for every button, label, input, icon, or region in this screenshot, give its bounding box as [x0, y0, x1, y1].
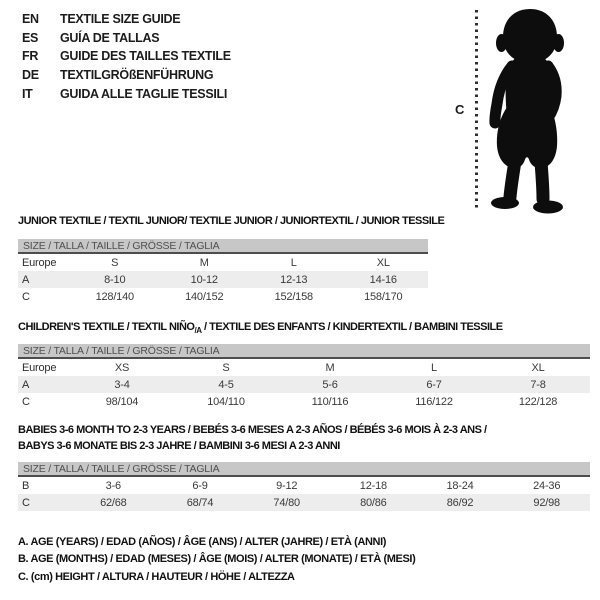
- babies-title-line1: BABIES 3-6 MONTH TO 2-3 YEARS / BEBÉS 3-6 MESES A 2-3 AÑOS / BÉBÉS 3-6 MOIS À 2-3 ANS /: [18, 424, 487, 436]
- value-cell: 92/98: [533, 496, 560, 509]
- language-label: GUIDE DES TAILLES TEXTILE: [60, 49, 231, 64]
- footnote-line: A. AGE (YEARS) / EDAD (AÑOS) / ÂGE (ANS) / ALTER (JAHRE) / ETÀ (ANNI): [18, 536, 386, 548]
- value-cell: 158/170: [364, 290, 403, 303]
- babies-size-table: [18, 462, 590, 511]
- value-cell: 104/110: [207, 395, 245, 408]
- value-cell: 6-7: [426, 378, 442, 391]
- language-row: [22, 84, 231, 103]
- junior-size-bar: SIZE / TALLA / TAILLE / GRÖSSE / TAGLIA: [18, 239, 428, 254]
- toddler-silhouette-image: [482, 6, 574, 214]
- value-cell: 74/80: [273, 496, 300, 509]
- junior-header-row: [18, 254, 428, 271]
- size-figure: [455, 4, 585, 216]
- height-dotted-line: [475, 10, 478, 208]
- children-section-title: [18, 321, 503, 335]
- footnote-line: B. AGE (MONTHS) / EDAD (MESES) / ÂGE (MOIS) / ALTER (MONATE) / ETÀ (MESI): [18, 553, 416, 566]
- language-code: ES: [22, 30, 39, 45]
- value-cell: 86/92: [446, 496, 474, 509]
- row-label-cell: C: [22, 290, 30, 303]
- value-cell: 7-8: [530, 378, 546, 391]
- value-cell: 98/104: [105, 395, 139, 408]
- value-cell: 14-16: [369, 273, 397, 286]
- junior-row-height: [18, 288, 428, 305]
- language-row: [22, 29, 231, 48]
- value-cell: 5-6: [322, 378, 338, 391]
- babies-section-title: [18, 422, 487, 454]
- children-size-bar: SIZE / TALLA / TAILLE / GRÖSSE / TAGLIA: [18, 344, 590, 359]
- value-cell: 152/158: [274, 290, 313, 303]
- children-size-table: [18, 344, 590, 410]
- row-label-cell: C: [22, 395, 30, 408]
- value-cell: 6-9: [192, 479, 208, 492]
- value-cell: 4-5: [218, 378, 234, 391]
- size-header-cell: L: [431, 361, 437, 374]
- language-row: [22, 47, 231, 66]
- row-label-cell: B: [22, 479, 30, 492]
- children-header-row: [18, 359, 590, 376]
- junior-size-table: [18, 239, 428, 305]
- junior-row-age: [18, 271, 428, 288]
- size-header-cell: S: [111, 256, 119, 269]
- size-header-cell: M: [199, 256, 209, 269]
- language-label: TEXTILGRÖßENFÜHRUNG: [60, 68, 214, 83]
- size-header-cell: XL: [376, 256, 390, 269]
- value-cell: 8-10: [104, 273, 126, 286]
- babies-row-age: [18, 477, 590, 494]
- value-cell: 3-4: [114, 378, 130, 391]
- language-list: [22, 10, 231, 103]
- value-cell: 10-12: [190, 273, 218, 286]
- value-cell: 9-12: [276, 479, 298, 492]
- children-row-height: [18, 393, 590, 410]
- region-header-cell: Europe: [22, 256, 57, 269]
- value-cell: 110/116: [311, 395, 349, 408]
- height-marker-label: C: [455, 102, 465, 117]
- size-header-cell: M: [325, 361, 335, 374]
- row-label-cell: A: [22, 273, 30, 286]
- language-label: GUIDA ALLE TAGLIE TESSILI: [60, 86, 228, 101]
- footnote-line: C. (cm) HEIGHT / ALTURA / HAUTEUR / HÖHE / ALTEZZA: [18, 570, 295, 583]
- language-row: [22, 66, 231, 85]
- babies-size-bar: SIZE / TALLA / TAILLE / GRÖSSE / TAGLIA: [18, 462, 590, 477]
- language-code: DE: [22, 68, 39, 83]
- children-row-age: [18, 376, 590, 393]
- value-cell: 62/68: [100, 496, 127, 509]
- value-cell: 128/140: [95, 290, 134, 303]
- value-cell: 12-13: [280, 273, 308, 286]
- row-label-cell: A: [22, 378, 30, 391]
- babies-row-height: [18, 494, 590, 511]
- language-code: EN: [22, 12, 39, 27]
- size-header-cell: XS: [114, 361, 130, 374]
- value-cell: 24-36: [533, 479, 561, 492]
- value-cell: 80/86: [360, 496, 387, 509]
- legend-footnotes: [18, 536, 415, 588]
- size-header-cell: XL: [531, 361, 545, 374]
- babies-title-line2: BABYS 3-6 MONATE BIS 2-3 JAHRE / BAMBINI 3-6 MESI A 2-3 ANNI: [18, 440, 340, 452]
- value-cell: 3-6: [105, 479, 121, 492]
- language-code: FR: [22, 49, 39, 64]
- children-title-sub: /A: [194, 326, 202, 336]
- language-label: TEXTILE SIZE GUIDE: [60, 12, 181, 27]
- value-cell: 116/122: [415, 395, 453, 408]
- size-header-cell: S: [222, 361, 230, 374]
- value-cell: 12-18: [359, 479, 387, 492]
- junior-section-title: JUNIOR TEXTILE / TEXTIL JUNIOR/ TEXTILE JUNIOR / JUNIORTEXTIL / JUNIOR TESSILE: [18, 215, 445, 227]
- language-row: [22, 10, 231, 29]
- value-cell: 122/128: [518, 395, 558, 408]
- language-code: IT: [22, 86, 33, 101]
- children-title-post: / TEXTILE DES ENFANTS / KINDERTEXTIL / BAMBINI TESSILE: [201, 321, 503, 333]
- region-header-cell: Europe: [22, 361, 57, 374]
- children-title-pre: CHILDREN'S TEXTILE / TEXTIL NIÑO: [18, 321, 195, 333]
- size-header-cell: L: [290, 256, 297, 269]
- row-label-cell: C: [22, 496, 30, 509]
- value-cell: 18-24: [446, 479, 474, 492]
- value-cell: 68/74: [186, 496, 214, 509]
- value-cell: 140/152: [185, 290, 224, 303]
- language-label: GUÍA DE TALLAS: [60, 30, 160, 45]
